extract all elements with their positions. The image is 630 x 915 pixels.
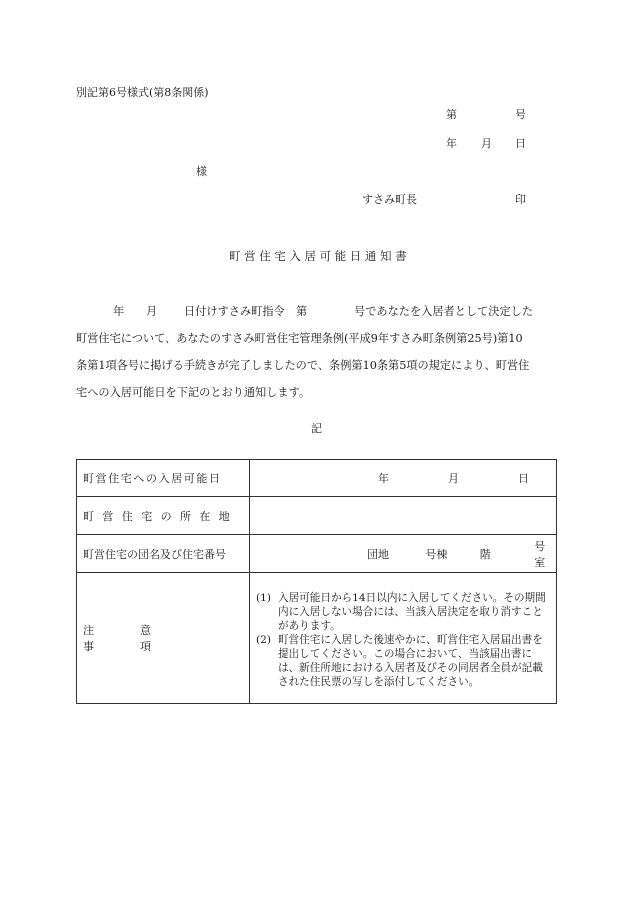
value-move-in-date bbox=[250, 460, 557, 497]
goshitsu-label: 号室 bbox=[534, 539, 546, 569]
ki-heading: 記 bbox=[311, 422, 322, 435]
form-label: 別記第6号様式(第8条関係) bbox=[76, 86, 209, 99]
number-prefix: 第 bbox=[446, 108, 457, 121]
date-month: 月 bbox=[481, 137, 492, 150]
move-in-month: 月 bbox=[448, 472, 459, 485]
label-move-in-date: 町営住宅への入居可能日 bbox=[77, 460, 250, 497]
table-row-address bbox=[77, 497, 557, 535]
move-in-day: 日 bbox=[518, 472, 529, 485]
body-year: 年 bbox=[113, 305, 125, 318]
issuer-name: すさみ町長 bbox=[362, 193, 417, 206]
body-line-1 bbox=[76, 298, 552, 325]
body-line1-tail: 号であなたを入居者として決定した bbox=[354, 305, 534, 318]
body-line-4: 宅への入居可能日を下記のとおり通知します。 bbox=[76, 386, 311, 399]
addressee-suffix: 様 bbox=[196, 165, 207, 178]
table-row-notes bbox=[77, 573, 557, 704]
number-suffix: 号 bbox=[515, 108, 526, 121]
body-line-3: 条第1項各号に掲げる手続きが完了しましたので、条例第10条第5項の規定により、町営住 bbox=[76, 359, 530, 372]
body-order-text: 日付けすさみ町指令 bbox=[184, 305, 285, 318]
seal-mark: 印 bbox=[515, 193, 526, 206]
details-table bbox=[76, 459, 557, 704]
table-row-move-in-date bbox=[77, 460, 557, 497]
note-item: (2) 町営住宅に入居した後速やかに、町営住宅入居届出書を提出してください。この場合において、当該届出書には、新住所地における入居者及びその同居者全員が記載された住民票の写しを添付してください。 bbox=[256, 634, 543, 688]
kai-label: 階 bbox=[479, 547, 491, 561]
document-title: 町営住宅入居可能日通知書 bbox=[229, 249, 411, 263]
label-housing-number: 町営住宅の団名及び住宅番号 bbox=[77, 535, 250, 573]
table-row-housing-number bbox=[77, 535, 557, 573]
body-month: 月 bbox=[146, 305, 158, 318]
value-address bbox=[250, 497, 557, 535]
move-in-year: 年 bbox=[378, 472, 389, 485]
value-notes bbox=[250, 573, 557, 704]
date-year: 年 bbox=[446, 137, 457, 150]
goto-label: 号棟 bbox=[425, 547, 448, 561]
label-notes: 注意事項 bbox=[77, 573, 250, 704]
label-address: 町営住宅の所在地 bbox=[77, 497, 250, 535]
body-line-2: 町営住宅について、あなたのすさみ町営住宅管理条例(平成9年すさみ町条例第25号)第10 bbox=[76, 332, 523, 345]
body-dai: 第 bbox=[296, 305, 308, 318]
date-day: 日 bbox=[515, 137, 526, 150]
note-item: (1) 入居可能日から14日以内に入居してください。その期間内に入居しない場合には、当該入居決定を取り消すことがあります。 bbox=[256, 592, 546, 632]
danchi-label: 団地 bbox=[367, 547, 389, 561]
value-housing-number bbox=[250, 535, 557, 573]
notice-body bbox=[76, 298, 556, 406]
